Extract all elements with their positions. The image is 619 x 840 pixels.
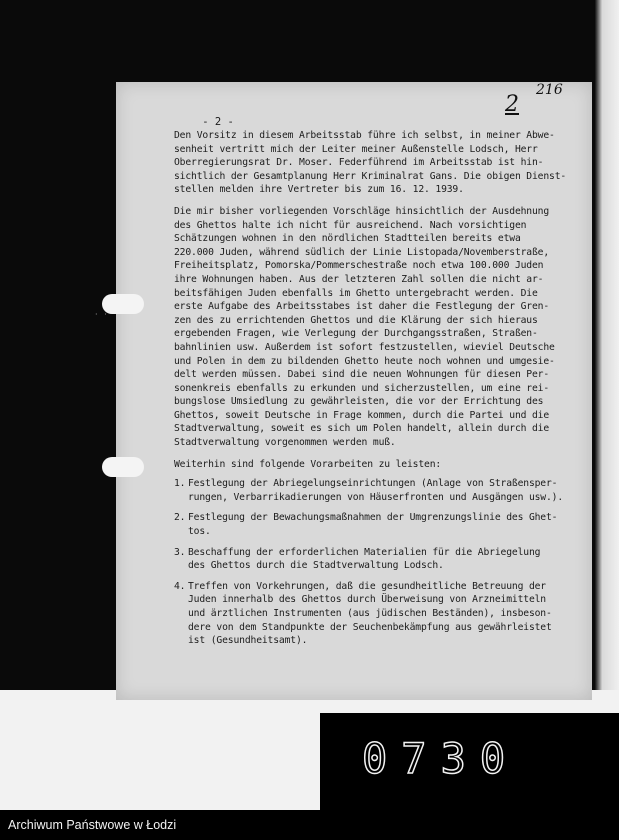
text-line: und ärztlichen Instrumenten (aus jüdischen Beständen), insbeson-: [188, 608, 552, 619]
text-line: rungen, Verbarrikadierungen von Häuserfronten und Ausgängen usw.).: [188, 491, 564, 503]
list-item: [174, 511, 574, 538]
text-line: Beschaffung der erforderlichen Materialien für die Abriegelung: [188, 546, 541, 558]
list-item: [174, 477, 574, 504]
frame-counter: 0730: [362, 734, 520, 783]
text-line: zen des zu errichtenden Ghettos und die Klärung der sich hieraus: [174, 314, 538, 326]
text-line: ergebenden Fragen, wie Verlegung der Durchgangsstraßen, Straßen-: [174, 328, 538, 340]
text-line: Den Vorsitz in diesem Arbeitsstab führe ich selbst, in meiner Abwe-: [174, 130, 555, 141]
text-line: Juden innerhalb des Ghettos durch Überweisung von Arzneimitteln: [188, 594, 546, 606]
text-line: delt werden müssen. Dabei sind die neuen Wohnungen für diesen Per-: [174, 369, 550, 381]
item-number: 3.: [174, 546, 186, 558]
text-line: Freiheitsplatz, Pomorska/Pommerschestraße noch etwa 100.000 Juden: [174, 260, 544, 272]
text-line: sonenkreis ebenfalls zu erkunden und sicherzustellen, um eine rei-: [174, 382, 550, 394]
handwritten-folio: 216: [536, 82, 563, 98]
list-item: [174, 580, 574, 648]
text-line: Schätzungen wohnen in den nördlichen Stadtteilen bereits etwa: [174, 233, 521, 245]
page-number: - 2 -: [202, 116, 234, 128]
text-line: 220.000 Juden, während südlich der Linie Listopada/Novemberstraße,: [174, 246, 550, 258]
paragraph: [174, 129, 574, 197]
margin-dots: · ·: [95, 310, 109, 319]
text-line: sichtlich der Gesamtplanung Herr Kriminalrat Gans. Die obigen Dienst-: [174, 170, 567, 182]
text-line: Die mir bisher vorliegenden Vorschläge hinsichtlich der Ausdehnung: [174, 205, 550, 217]
list-item: [174, 546, 574, 573]
list-intro: Weiterhin sind folgende Vorarbeiten zu leisten:: [174, 458, 442, 470]
text-line: Oberregierungsrat Dr. Moser. Federführend im Arbeitsstab ist hin-: [174, 157, 544, 169]
text-line: Festlegung der Abriegelungseinrichtungen (Anlage von Straßensper-: [188, 478, 558, 490]
text-line: dere von dem Standpunkte der Seuchenbekämpfung aus gewährleistet: [188, 621, 552, 633]
text-line: Treffen von Vorkehrungen, daß die gesundheitliche Betreuung der: [188, 580, 546, 592]
item-number: 4.: [174, 580, 186, 592]
text-line: beitsfähigen Juden ebenfalls im Ghetto untergebracht werden. Die: [174, 287, 538, 299]
text-line: ihre Wohnungen haben. Aus der letzteren Zahl sollen die nicht ar-: [174, 273, 544, 285]
text-line: erste Aufgabe des Arbeitsstabes ist daher die Festlegung der Gren-: [174, 301, 550, 313]
text-line: senheit vertritt mich der Leiter meiner Außenstelle Lodsch, Herr: [174, 143, 538, 155]
text-line: stellen melden ihre Vertreter bis zum 16. 12. 1939.: [174, 184, 464, 196]
text-line: des Ghettos halte ich nicht für ausreichend. Nach vorsichtigen: [174, 219, 527, 231]
text-line: des Ghettos durch die Stadtverwaltung Lodsch.: [188, 560, 444, 572]
item-number: 2.: [174, 512, 186, 524]
paragraph: [174, 205, 574, 450]
archive-name: Archiwum Państwowe w Łodzi: [8, 818, 177, 832]
text-line: bungslose Umsiedlung zu gewährleisten, die vor der Errichtung des: [174, 396, 544, 408]
text-line: Stadtverwaltung vorgenommen werden muß.: [174, 437, 396, 449]
handwritten-number: 2: [505, 92, 519, 117]
text-line: Ghettos, soweit Deutsche in Frage kommen, durch die Partei und die: [174, 409, 550, 421]
punch-hole: [102, 457, 144, 477]
text-line: Festlegung der Bewachungsmaßnahmen der Umgrenzungslinie des Ghet-: [188, 512, 558, 524]
item-number: 1.: [174, 478, 186, 490]
text-line: ist (Gesundheitsamt).: [188, 635, 308, 647]
text-line: Stadtverwaltung, soweit es sich um Polen handelt, allein durch die: [174, 423, 550, 435]
document-body: [174, 129, 574, 655]
text-line: tos.: [188, 526, 211, 538]
text-line: bahnlinien usw. Außerdem ist sofort festzustellen, wieviel Deutsche: [174, 341, 555, 353]
text-line: und Polen in dem zu bildenden Ghetto heute noch wohnen und umgesie-: [174, 355, 555, 367]
